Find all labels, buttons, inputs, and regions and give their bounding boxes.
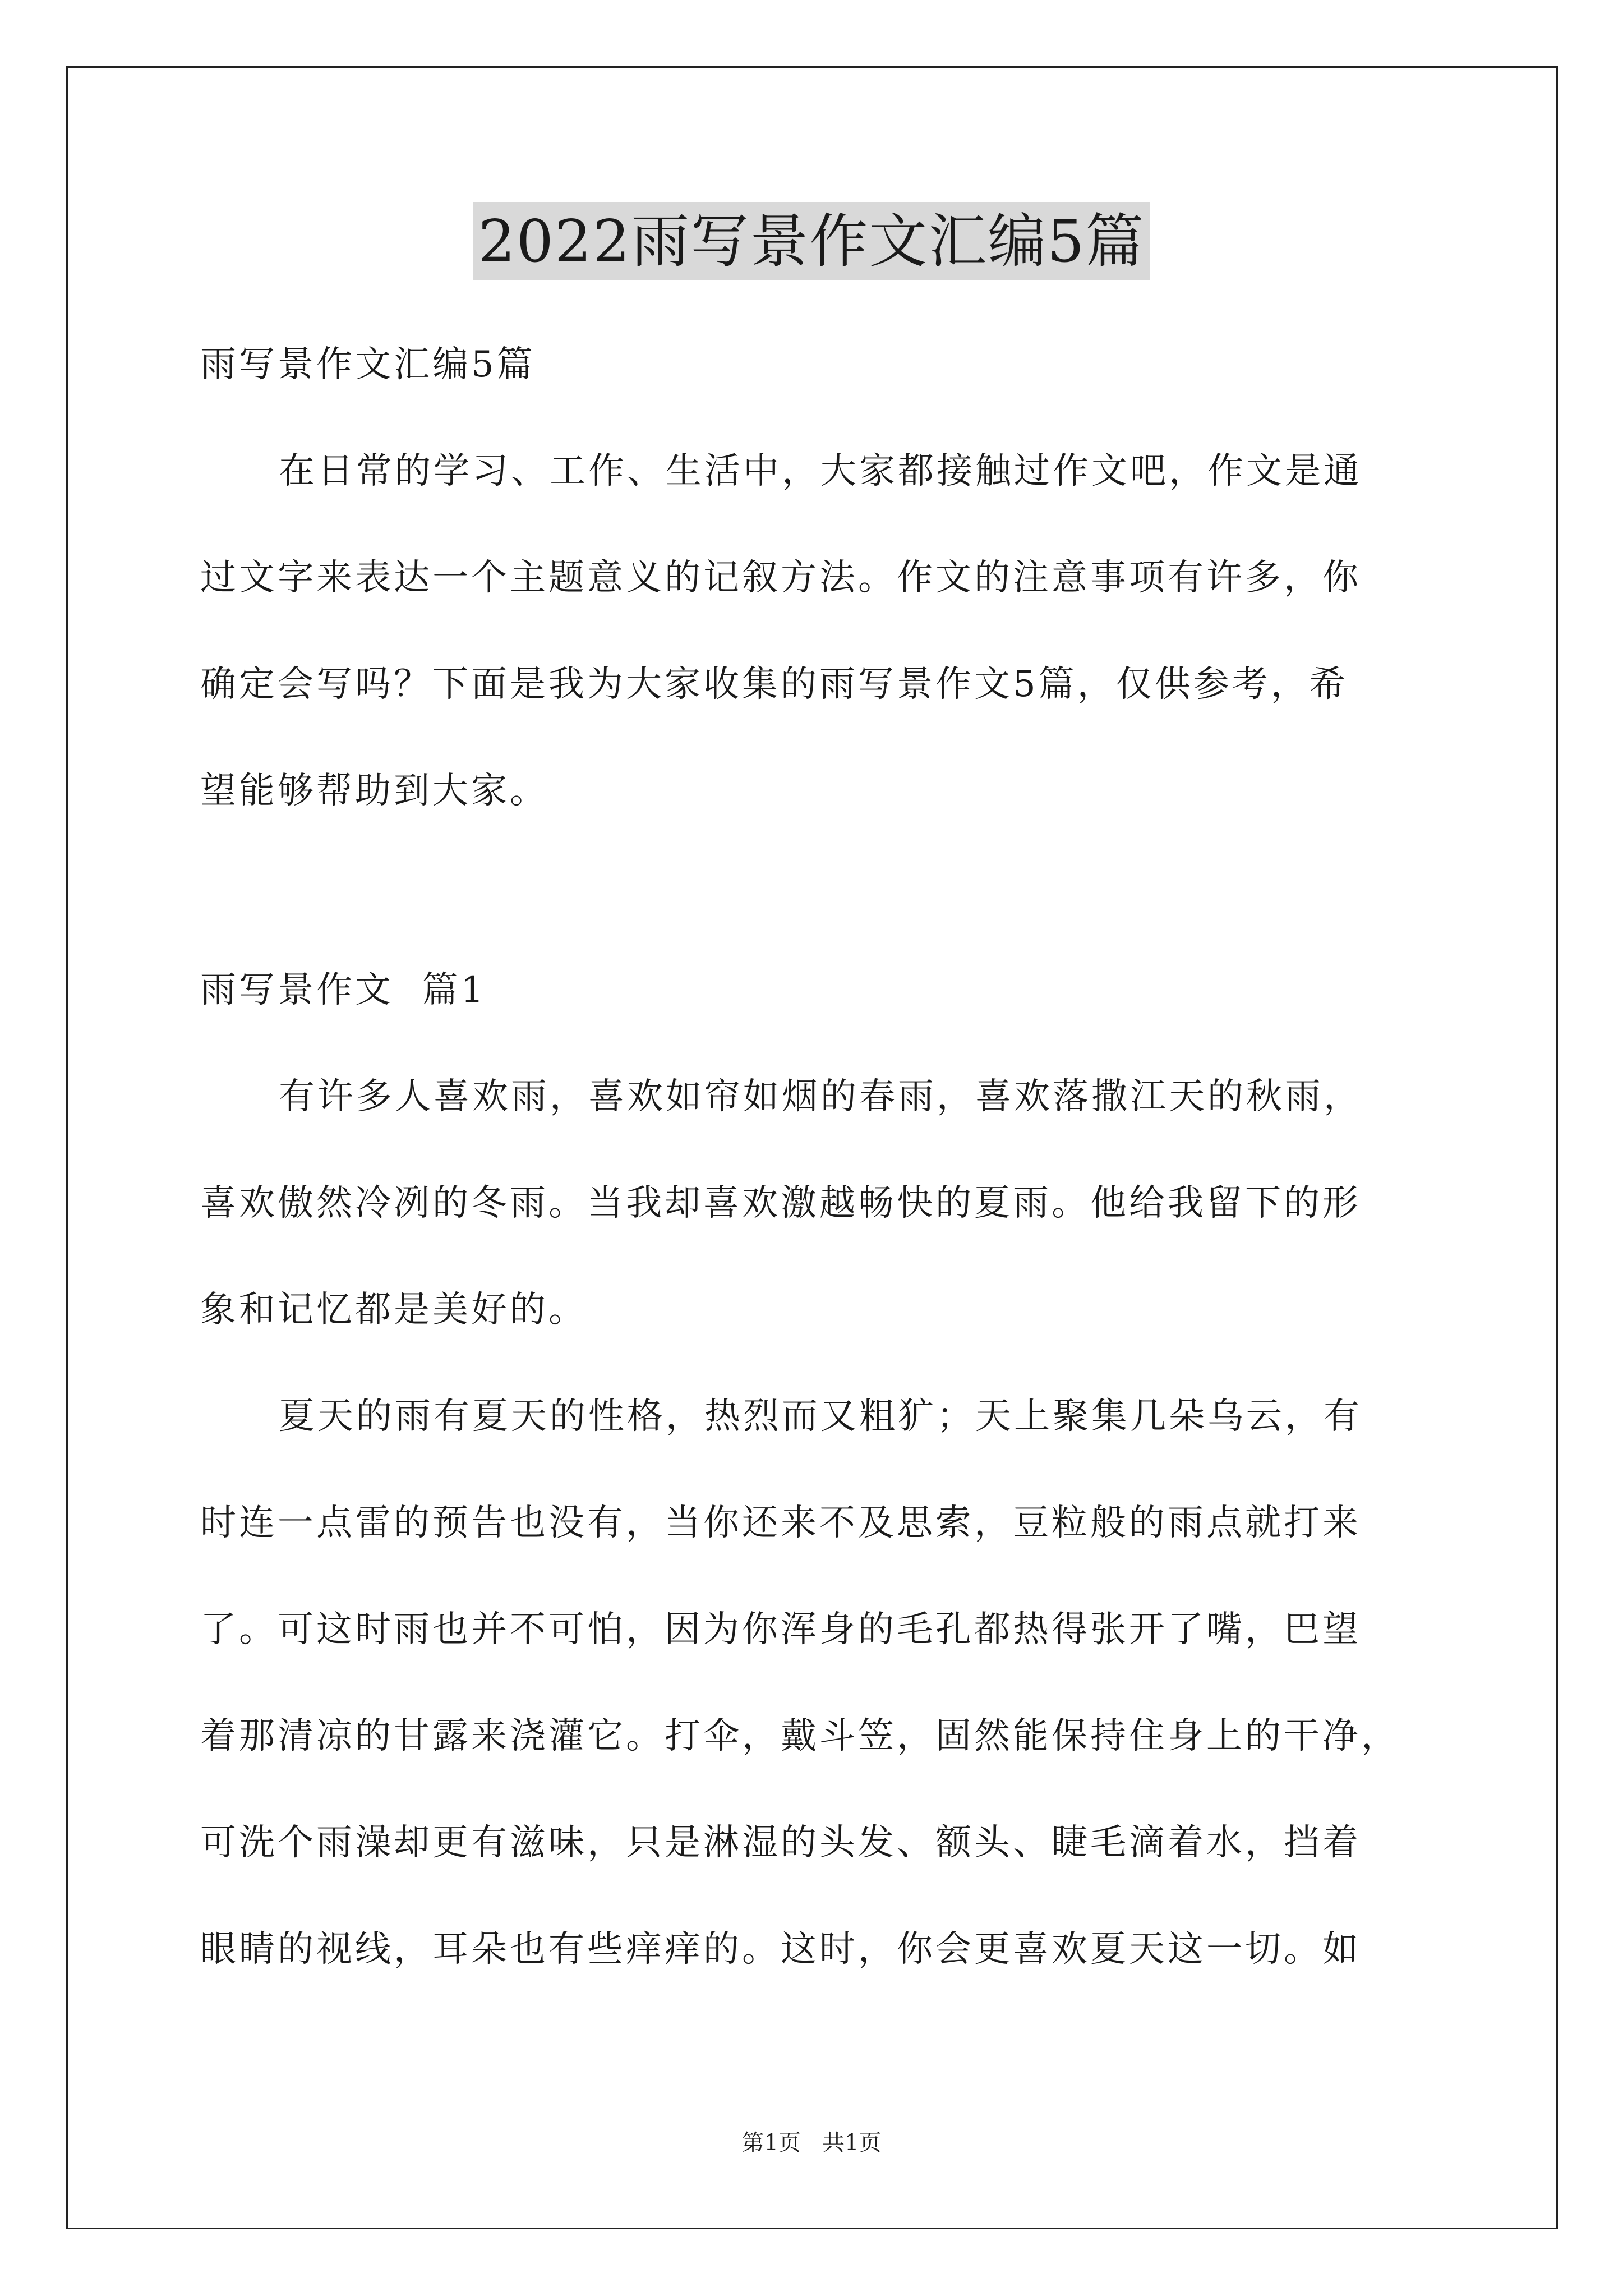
- intro-line: 在日常的学习、工作、生活中，大家都接触过作文吧，作文是通: [279, 450, 1362, 492]
- spacer: [200, 844, 1428, 937]
- section-heading: 雨写景作文 篇1: [200, 969, 487, 1011]
- paragraph-line: 象和记忆都是美好的。: [200, 1289, 587, 1331]
- document-body: [200, 311, 1428, 2003]
- paragraph-line: 喜欢傲然冷冽的冬雨。当我却喜欢激越畅快的夏雨。他给我留下的形: [200, 1182, 1361, 1224]
- page-footer: [0, 2126, 1623, 2160]
- title-block: [0, 202, 1623, 280]
- document-title: 2022雨写景作文汇编5篇: [473, 202, 1151, 280]
- paragraph-line: 夏天的雨有夏天的性格，热烈而又粗犷；天上聚集几朵乌云，有: [279, 1396, 1362, 1437]
- paragraph-line: 了。可这时雨也并不可怕，因为你浑身的毛孔都热得张开了嘴，巴望: [200, 1609, 1361, 1650]
- paragraph-line: 时连一点雷的预告也没有，当你还来不及思索，豆粒般的雨点就打来: [200, 1502, 1361, 1544]
- page-number: 第1页 共1页: [741, 2130, 882, 2156]
- paragraph-line: 眼睛的视线，耳朵也有些痒痒的。这时，你会更喜欢夏天这一切。如: [200, 1929, 1361, 1970]
- paragraph-line: 有许多人喜欢雨，喜欢如帘如烟的春雨，喜欢落撒江天的秋雨，: [279, 1076, 1362, 1117]
- paragraph-line: 着那清凉的甘露来浇灌它。打伞，戴斗笠，固然能保持住身上的干净，: [200, 1715, 1400, 1757]
- paragraph-line: 可洗个雨澡却更有滋味，只是淋湿的头发、额头、睫毛滴着水，挡着: [200, 1822, 1361, 1864]
- intro-line: 望能够帮助到大家。: [200, 770, 548, 812]
- subtitle: 雨写景作文汇编5篇: [200, 344, 536, 385]
- intro-line: 确定会写吗？下面是我为大家收集的雨写景作文5篇，仅供参考，希: [200, 664, 1348, 705]
- intro-line: 过文字来表达一个主题意义的记叙方法。作文的注意事项有许多，你: [200, 557, 1361, 599]
